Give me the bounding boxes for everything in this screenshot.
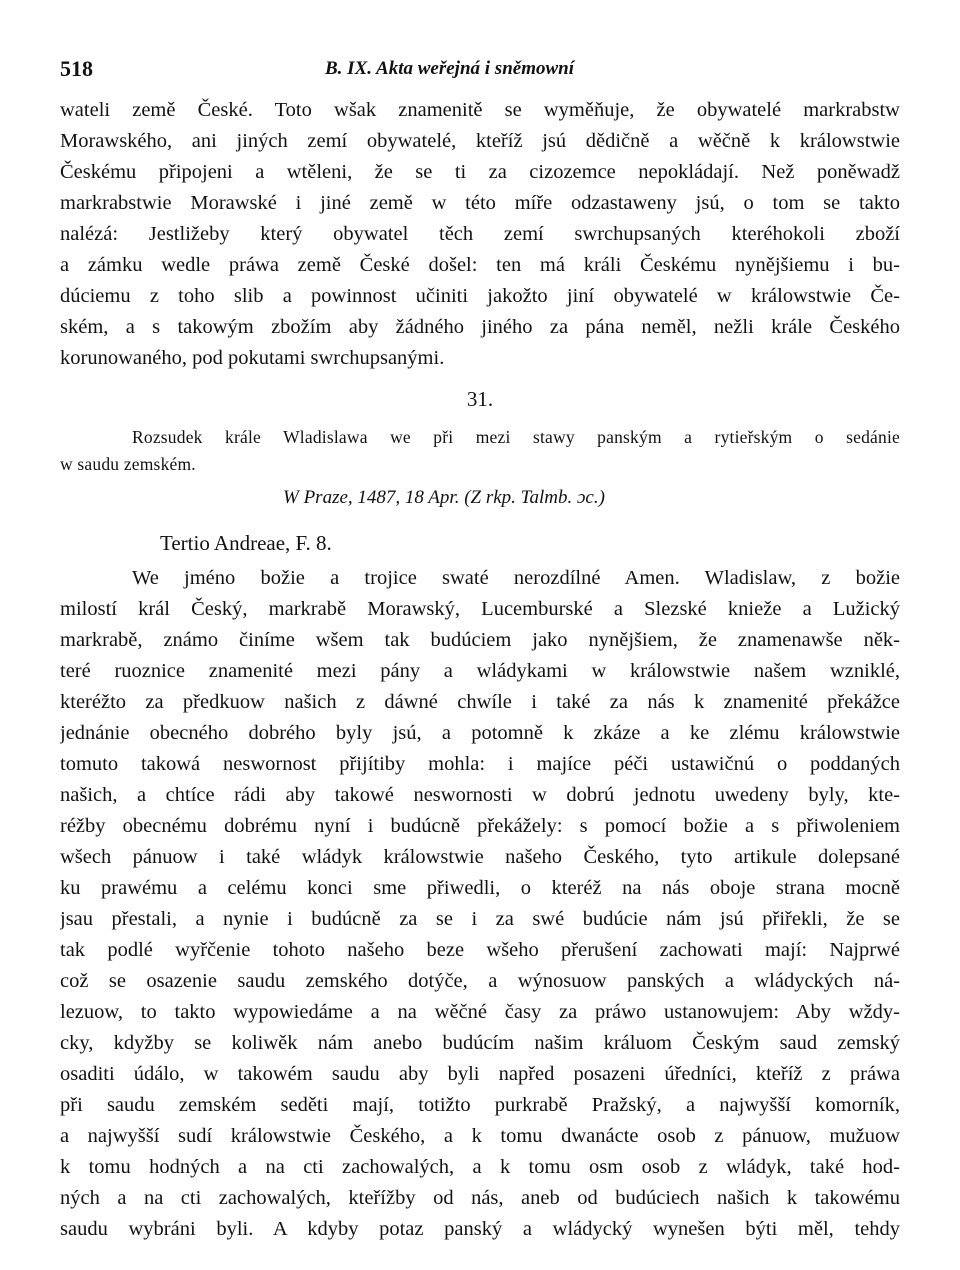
summary-line: Rozsudek krále Wladislawa we při mezi stawy panským a rytieřským o sedánie	[132, 427, 900, 447]
text-line: ském, a s takowým zbožím aby žádného jiného za pána neměl, nežli krále Českého	[60, 316, 900, 338]
text-line: našich, a chtíce rádi aby takowé neswornosti w dobrú jednotu uwedeny byly, kte-	[60, 784, 900, 806]
text-line: kteréžto za předkuow našich z dáwné chwíle i také za nás k znamenité překážce	[60, 691, 900, 713]
text-line: markrabě, známo činíme wšem tak budúciem jako nynějšiem, že znamenawše něk-	[60, 629, 900, 651]
text-line: milostí král Český, markrabě Morawský, Lucemburské a Slezské knieže a Lužický	[60, 598, 900, 620]
text-line: Českému připojeni a wtěleni, že se ti za cizozemce nepokládají. Než poněwadž	[60, 161, 900, 183]
text-line: Morawského, ani jiných zemí obywatelé, kteříž jsú dědičně a wěčně k králowstwie	[60, 130, 900, 152]
text-line: We jméno božie a trojice swaté nerozdílné Amen. Wladislaw, z božie	[132, 567, 900, 589]
section-number: 31.	[466, 387, 494, 411]
text-line: wšech pánuow i také wládyk králowstwie našeho Českého, tyto artikule dolepsané	[60, 846, 900, 868]
running-head	[60, 56, 900, 86]
text-line: markrabstwie Morawské i jiné země w této míře odzastaweny jsú, o tom se takto	[60, 192, 900, 214]
continuation-paragraph	[60, 95, 900, 374]
text-line: nalézá: Jestližeby který obywatel těch zemí swrchupsaných kteréhokoli zboží	[60, 223, 900, 245]
text-line: jednánie obecného dobrého byly jsú, a potomně k zkáze a ke zlému králowstwie	[60, 722, 900, 744]
text-line: cky, kdyžby se koliwěk nám anebo budúcím našim králuom Českým saud zemský	[60, 1032, 900, 1054]
text-line: a najwyšší sudí králowstwie Českého, a k tomu dwanácte osob z pánuow, mužuow	[60, 1125, 900, 1147]
text-line: korunowaného, pod pokutami swrchupsanými.	[60, 347, 445, 369]
text-line: a zámku wedle práwa země České došel: ten má králi Českému nynějšiemu i bu-	[60, 254, 900, 276]
text-line: při saudu zemském seděti mají, totižto purkrabě Pražský, a najwyšší komorník,	[60, 1094, 900, 1116]
dateline: W Praze, 1487, 18 Apr. (Z rkp. Talmb. ɔc.)	[283, 487, 605, 508]
text-line: dúciemu z toho slib a powinnost učiniti jakožto jiní obywatelé w králowstwie Če-	[60, 285, 900, 307]
text-line: tak podlé wyřčenie tohoto našeho beze wšeho přerušení zachowati mají: Najprwé	[60, 939, 900, 961]
text-line: ku prawému a celému konci sme přiwedli, o kteréž na nás oboje strana mocně	[60, 877, 900, 899]
text-line: k tomu hodných a na cti zachowalých, a k tomu osm osob z wládyk, také hod-	[60, 1156, 900, 1178]
text-line: ných a na cti zachowalých, kteřížby od nás, aneb od budúciech našich k takowému	[60, 1187, 900, 1209]
section-summary	[60, 424, 900, 478]
source-reference: Tertio Andreae, F. 8.	[160, 531, 332, 555]
text-line: lezuow, to takto wypowiedáme a na wěčné časy za práwo ustanowujem: Aby wždy-	[60, 1001, 900, 1023]
text-line: réžby obecnému dobrému nyní i budúcně překážely: s pomocí božie a s přiwoleniem	[60, 815, 900, 837]
running-title: B. IX. Akta weřejná i sněmowní	[325, 58, 574, 79]
page-number: 518	[60, 56, 93, 81]
text-line: tomuto takowá neswornost přijítiby mohla: i majíce péči ustawičnú o poddaných	[60, 753, 900, 775]
text-line: wateli země České. Toto wšak znamenitě se wyměňuje, že obywatelé markrabstw	[60, 99, 900, 121]
text-line: osaditi údálo, w takowém saudu aby byli napřed posazeni úředníci, kteříž z práwa	[60, 1063, 900, 1085]
text-line: což se osazenie saudu zemského dotýče, a wýnosuow panských a wládyckých ná-	[60, 970, 900, 992]
body-paragraph	[60, 563, 900, 1245]
text-line: teré ruoznice znamenité mezi pány a wládykami w králowstwie našem wzniklé,	[60, 660, 900, 682]
text-line: jsau přestali, a nynie i budúcně za se i za swé budúcie nám jsú přiřekli, že se	[60, 908, 900, 930]
text-line: saudu wybráni byli. A kdyby potaz panský a wládycký wynešen býti měl, tehdy	[60, 1218, 900, 1240]
summary-line: w saudu zemském.	[60, 454, 196, 474]
